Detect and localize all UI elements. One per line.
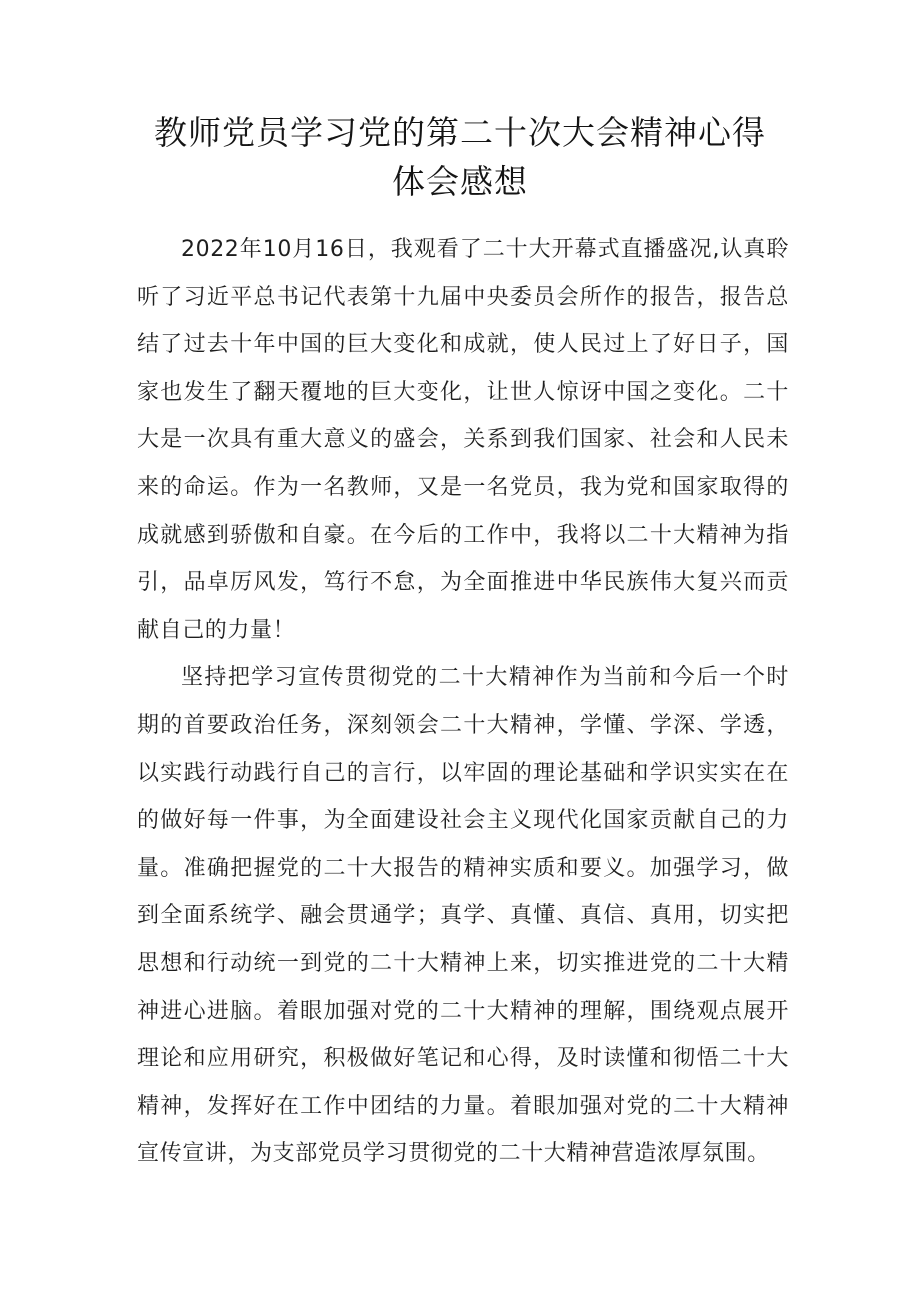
paragraph-1: 2022年10月16日，我观看了二十大开幕式直播盛况,认真聆听了习近平总书记代表第十九届中央委员会所作的报告，报告总结了过去十年中国的巨大变化和成就，使人民过上了好日子，国家也发生了翻天覆地的巨大变化，让世人惊讶中国之变化。二十大是一次具有重大意义的盛会，关系到我们国家、社会和人民未来的命运。作为一名教师，又是一名党员，我为党和国家取得的成就感到骄傲和自豪。在今后的工作中，我将以二十大精神为指引，品卓厉风发，笃行不怠，为全面推进中华民族伟大复兴而贡献自己的力量！ bbox=[137, 237, 789, 643]
title-line-1: 教师党员学习党的第二十次大会精神心得 bbox=[154, 113, 766, 152]
paragraph-2: 坚持把学习宣传贯彻党的二十大精神作为当前和今后一个时期的首要政治任务，深刻领会二十大精神，学懂、学深、学透，以实践行动践行自己的言行，以牢固的理论基础和学识实实在在的做好每一件事，为全面建设社会主义现代化国家贡献自己的力量。准确把握党的二十大报告的精神实质和要义。加强学习，做到全面系统学、融会贯通学；真学、真懂、真信、真用，切实把思想和行动统一到党的二十大精神上来，切实推进党的二十大精神进心进脑。着眼加强对党的二十大精神的理解，围绕观点展开理论和应用研究，积极做好笔记和心得，及时读懂和彻悟二十大精神，发挥好在工作中团结的力量。着眼加强对党的二十大精神宣传宣讲，为支部党员学习贯彻党的二十大精神营造浓厚氛围。 bbox=[137, 665, 789, 1167]
document-title bbox=[140, 108, 780, 206]
title-line-2: 体会感想 bbox=[392, 162, 528, 201]
document-body bbox=[137, 226, 789, 1178]
